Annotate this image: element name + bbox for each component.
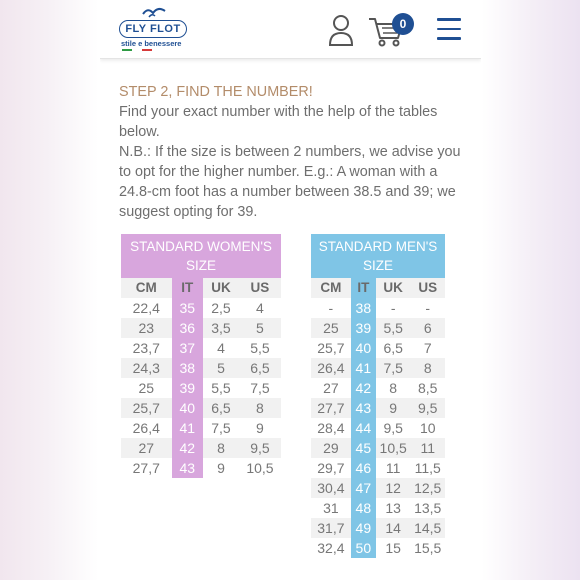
size-cell: 7,5: [211, 420, 231, 436]
site-header: [100, 0, 481, 59]
size-cell: 8: [203, 438, 239, 458]
size-cell: 29: [311, 438, 351, 458]
size-cell: 10,5: [246, 460, 274, 476]
hamburger-menu-icon[interactable]: [437, 18, 461, 40]
logo-wordmark: FLY FLOT: [119, 20, 187, 38]
size-cell: 36: [172, 318, 204, 338]
table-row: [311, 438, 445, 458]
size-cell: 27: [323, 380, 339, 396]
size-cell: 5: [203, 358, 239, 378]
cart-count-badge[interactable]: 0: [392, 13, 414, 35]
page: [100, 0, 481, 580]
size-cell: 31: [323, 500, 339, 516]
table-row: [311, 518, 445, 538]
men-table-title: STANDARD MEN'S SIZE: [311, 234, 445, 278]
column-header: IT: [172, 278, 204, 298]
table-row: [311, 358, 445, 378]
men-size-table: [311, 234, 445, 558]
size-cell: 31,7: [311, 518, 351, 538]
note-text: N.B.: If the size is between 2 numbers, we advise you to opt for the higher number. E.g.: A woman with a 24.8-cm foot has a number between 38.5 and 39; we suggest opting for 39.: [119, 144, 461, 220]
size-cell: 30,4: [311, 478, 351, 498]
size-cell: 15: [385, 540, 401, 556]
size-cell: 2,5: [211, 300, 231, 316]
size-cell: 3,5: [203, 318, 239, 338]
size-cell: 10,5: [376, 438, 411, 458]
size-cell: 9: [256, 420, 264, 436]
size-cell: 27: [121, 438, 172, 458]
size-cell: 8: [239, 398, 281, 418]
size-cell: 6,5: [239, 358, 281, 378]
size-cell: 23: [121, 318, 172, 338]
size-cell: 25,7: [121, 398, 172, 418]
column-header: CM: [311, 278, 351, 298]
size-cell: 23,7: [132, 340, 160, 356]
size-cell: 38: [351, 298, 376, 318]
size-cell: 5,5: [250, 340, 270, 356]
size-cell: 8: [410, 358, 445, 378]
table-row: [121, 438, 281, 458]
size-cell: 39: [172, 378, 204, 398]
table-row: [121, 378, 281, 398]
table-row: [121, 358, 281, 378]
size-cell: 47: [351, 478, 376, 498]
size-cell: 32,4: [317, 540, 345, 556]
table-row: [121, 418, 281, 438]
column-header: CM: [121, 278, 172, 298]
size-cell: 6,5: [383, 340, 403, 356]
column-header: UK: [376, 278, 411, 298]
size-cell: 49: [351, 518, 376, 538]
size-cell: 5,5: [376, 318, 411, 338]
size-cell: 43: [172, 458, 204, 478]
size-cell: 14: [376, 518, 411, 538]
table-row: [311, 458, 445, 478]
table-row: [311, 298, 445, 318]
size-cell: 9: [376, 398, 411, 418]
table-row: [311, 338, 445, 358]
size-cell: 12: [376, 478, 411, 498]
size-cell: 9,5: [410, 398, 445, 418]
size-cell: 42: [172, 438, 204, 458]
size-cell: 41: [351, 358, 376, 378]
size-cell: 7,5: [376, 358, 411, 378]
size-cell: 6: [410, 318, 445, 338]
size-cell: 26,4: [311, 358, 351, 378]
table-row: [311, 478, 445, 498]
size-cell: 22,4: [132, 300, 160, 316]
size-cell: 13,5: [414, 500, 442, 516]
size-cell: 25,7: [317, 340, 345, 356]
size-cell: 8: [389, 380, 398, 396]
size-cell: 8,5: [417, 380, 438, 396]
size-cell: 28,4: [317, 420, 345, 436]
size-cell: 15,5: [414, 540, 442, 556]
size-cell: 50: [351, 538, 376, 558]
size-cell: 11: [410, 438, 445, 458]
size-cell: 13: [385, 500, 401, 516]
size-cell: 26,4: [132, 420, 160, 436]
fly-flot-logo[interactable]: [119, 5, 187, 53]
table-row: [121, 318, 281, 338]
column-header: UK: [203, 278, 239, 298]
size-cell: 40: [172, 398, 204, 418]
intro-text: Find your exact number with the help of the tables below.: [119, 104, 438, 140]
logo-tagline: stile e benessere: [121, 39, 182, 48]
size-cell: 42: [351, 378, 376, 398]
women-table-title: STANDARD WOMEN'S SIZE: [121, 234, 281, 278]
italian-flag-stripe: [122, 49, 152, 51]
size-guide-text: [119, 82, 464, 222]
size-cell: 6,5: [203, 398, 239, 418]
size-cell: 4: [256, 300, 264, 316]
table-row: [311, 318, 445, 338]
table-row: [311, 378, 445, 398]
size-cell: 40: [351, 338, 376, 358]
size-cell: 39: [351, 318, 376, 338]
size-cell: 37: [172, 338, 204, 358]
table-row: [311, 498, 445, 518]
women-size-table: [121, 234, 281, 478]
size-cell: 45: [351, 438, 376, 458]
size-cell: 14,5: [410, 518, 445, 538]
size-cell: 41: [172, 418, 204, 438]
table-row: [121, 338, 281, 358]
table-row: [311, 398, 445, 418]
size-cell: 4: [217, 340, 225, 356]
size-cell: 10: [419, 420, 436, 436]
table-row: [121, 398, 281, 418]
size-cell: 11: [385, 460, 401, 476]
column-header: US: [239, 278, 281, 298]
size-cell: 9,5: [239, 438, 281, 458]
size-cell: -: [328, 300, 334, 316]
size-cell: 38: [172, 358, 204, 378]
size-cell: 12,5: [410, 478, 445, 498]
size-cell: 25: [311, 318, 351, 338]
size-cell: 43: [351, 398, 376, 418]
table-row: [121, 458, 281, 478]
size-cell: 7,5: [250, 380, 270, 396]
size-cell: -: [425, 300, 431, 316]
size-cell: 5: [239, 318, 281, 338]
size-cell: 46: [351, 458, 376, 478]
table-row: [121, 298, 281, 318]
size-cell: 11,5: [414, 460, 441, 476]
size-cell: 27,7: [311, 398, 351, 418]
size-cell: 27,7: [132, 460, 160, 476]
table-row: [311, 538, 445, 558]
seagull-logo-icon: [141, 5, 167, 19]
size-cell: 5,5: [211, 380, 231, 396]
table-row: [311, 418, 445, 438]
step-title: STEP 2, FIND THE NUMBER!: [119, 84, 313, 100]
size-cell: 25: [138, 380, 155, 396]
size-cell: 35: [172, 298, 204, 318]
size-cell: 24,3: [121, 358, 172, 378]
size-cell: -: [390, 300, 396, 316]
size-cell: 9,5: [383, 420, 403, 436]
size-cell: 9: [217, 460, 225, 476]
column-header: IT: [351, 278, 376, 298]
user-icon[interactable]: [328, 14, 354, 46]
size-cell: 29,7: [317, 460, 345, 476]
size-cell: 7: [423, 340, 432, 356]
size-cell: 48: [351, 498, 376, 518]
column-header: US: [410, 278, 445, 298]
size-cell: 44: [351, 418, 376, 438]
